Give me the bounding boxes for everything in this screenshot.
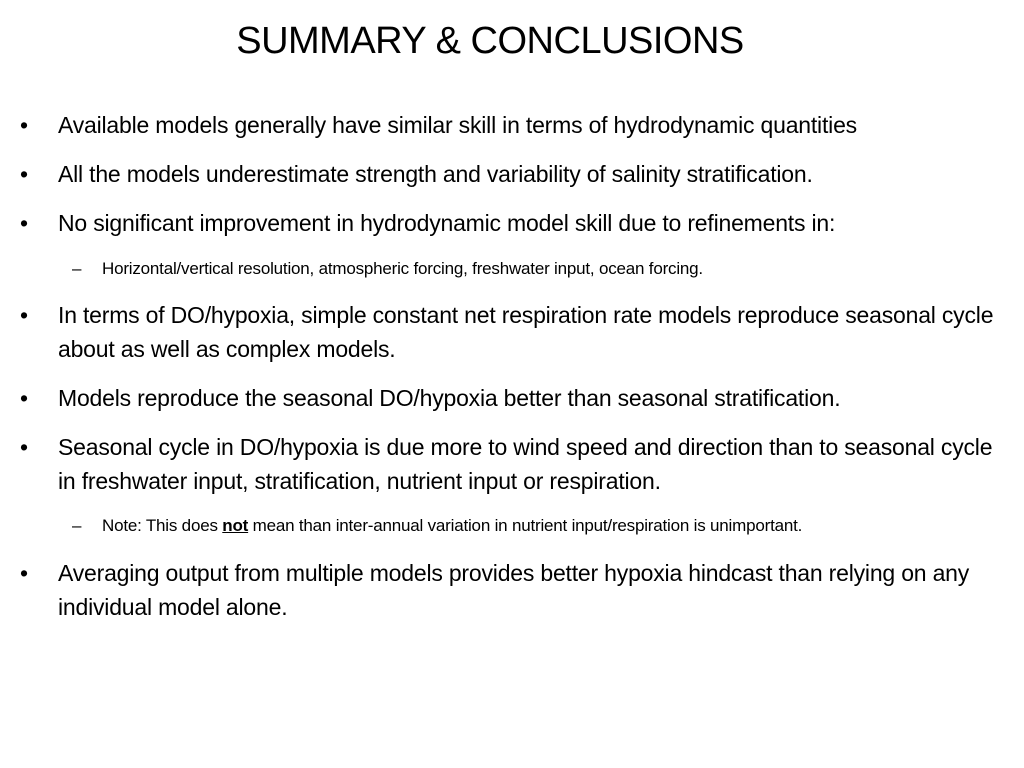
note-text-after: mean than inter-annual variation in nutrient input/respiration is unimportant. — [248, 516, 803, 535]
bullet-text: Available models generally have similar skill in terms of hydrodynamic quantities — [58, 112, 857, 138]
sub-bullet-text: Horizontal/vertical resolution, atmospheric forcing, freshwater input, ocean forcing. — [102, 259, 703, 278]
bullet-item — [20, 157, 1010, 191]
bullet-marker: • — [20, 161, 28, 187]
bullet-item — [20, 206, 1010, 240]
sub-bullet-marker: – — [72, 516, 82, 535]
bullet-item — [20, 556, 1010, 624]
bullet-marker: • — [20, 112, 28, 138]
sub-bullet-marker: – — [72, 259, 82, 278]
bullet-text: In terms of DO/hypoxia, simple constant net respiration rate models reproduce seasonal cycle about as well as complex models. — [58, 302, 994, 362]
bullet-text: Averaging output from multiple models provides better hypoxia hindcast than relying on any individual model alone. — [58, 560, 970, 620]
bullet-text: No significant improvement in hydrodynamic model skill due to refinements in: — [58, 210, 836, 236]
bullet-marker: • — [20, 302, 28, 328]
bullet-text: Models reproduce the seasonal DO/hypoxia better than seasonal stratification. — [58, 385, 841, 411]
note-text-before: Note: This does — [102, 516, 223, 535]
bullet-item — [20, 381, 1010, 415]
bullet-marker: • — [20, 385, 28, 411]
slide-title: SUMMARY & CONCLUSIONS — [236, 20, 744, 62]
bullet-item — [20, 298, 1010, 366]
sub-bullet-item — [72, 257, 1022, 281]
sub-bullet-text — [102, 514, 1022, 538]
sub-bullet-item — [72, 514, 1022, 538]
note-emphasis: not — [222, 516, 249, 535]
bullet-item — [20, 108, 1010, 142]
bullet-marker: • — [20, 434, 28, 460]
bullet-marker: • — [20, 560, 28, 586]
bullet-text: All the models underestimate strength and variability of salinity stratification. — [58, 161, 813, 187]
bullet-marker: • — [20, 210, 28, 236]
bullet-text: Seasonal cycle in DO/hypoxia is due more to wind speed and direction than to seasonal cycle in freshwater input, stratification, nutrient input or respiration. — [58, 434, 993, 494]
bullet-item — [20, 430, 1010, 498]
